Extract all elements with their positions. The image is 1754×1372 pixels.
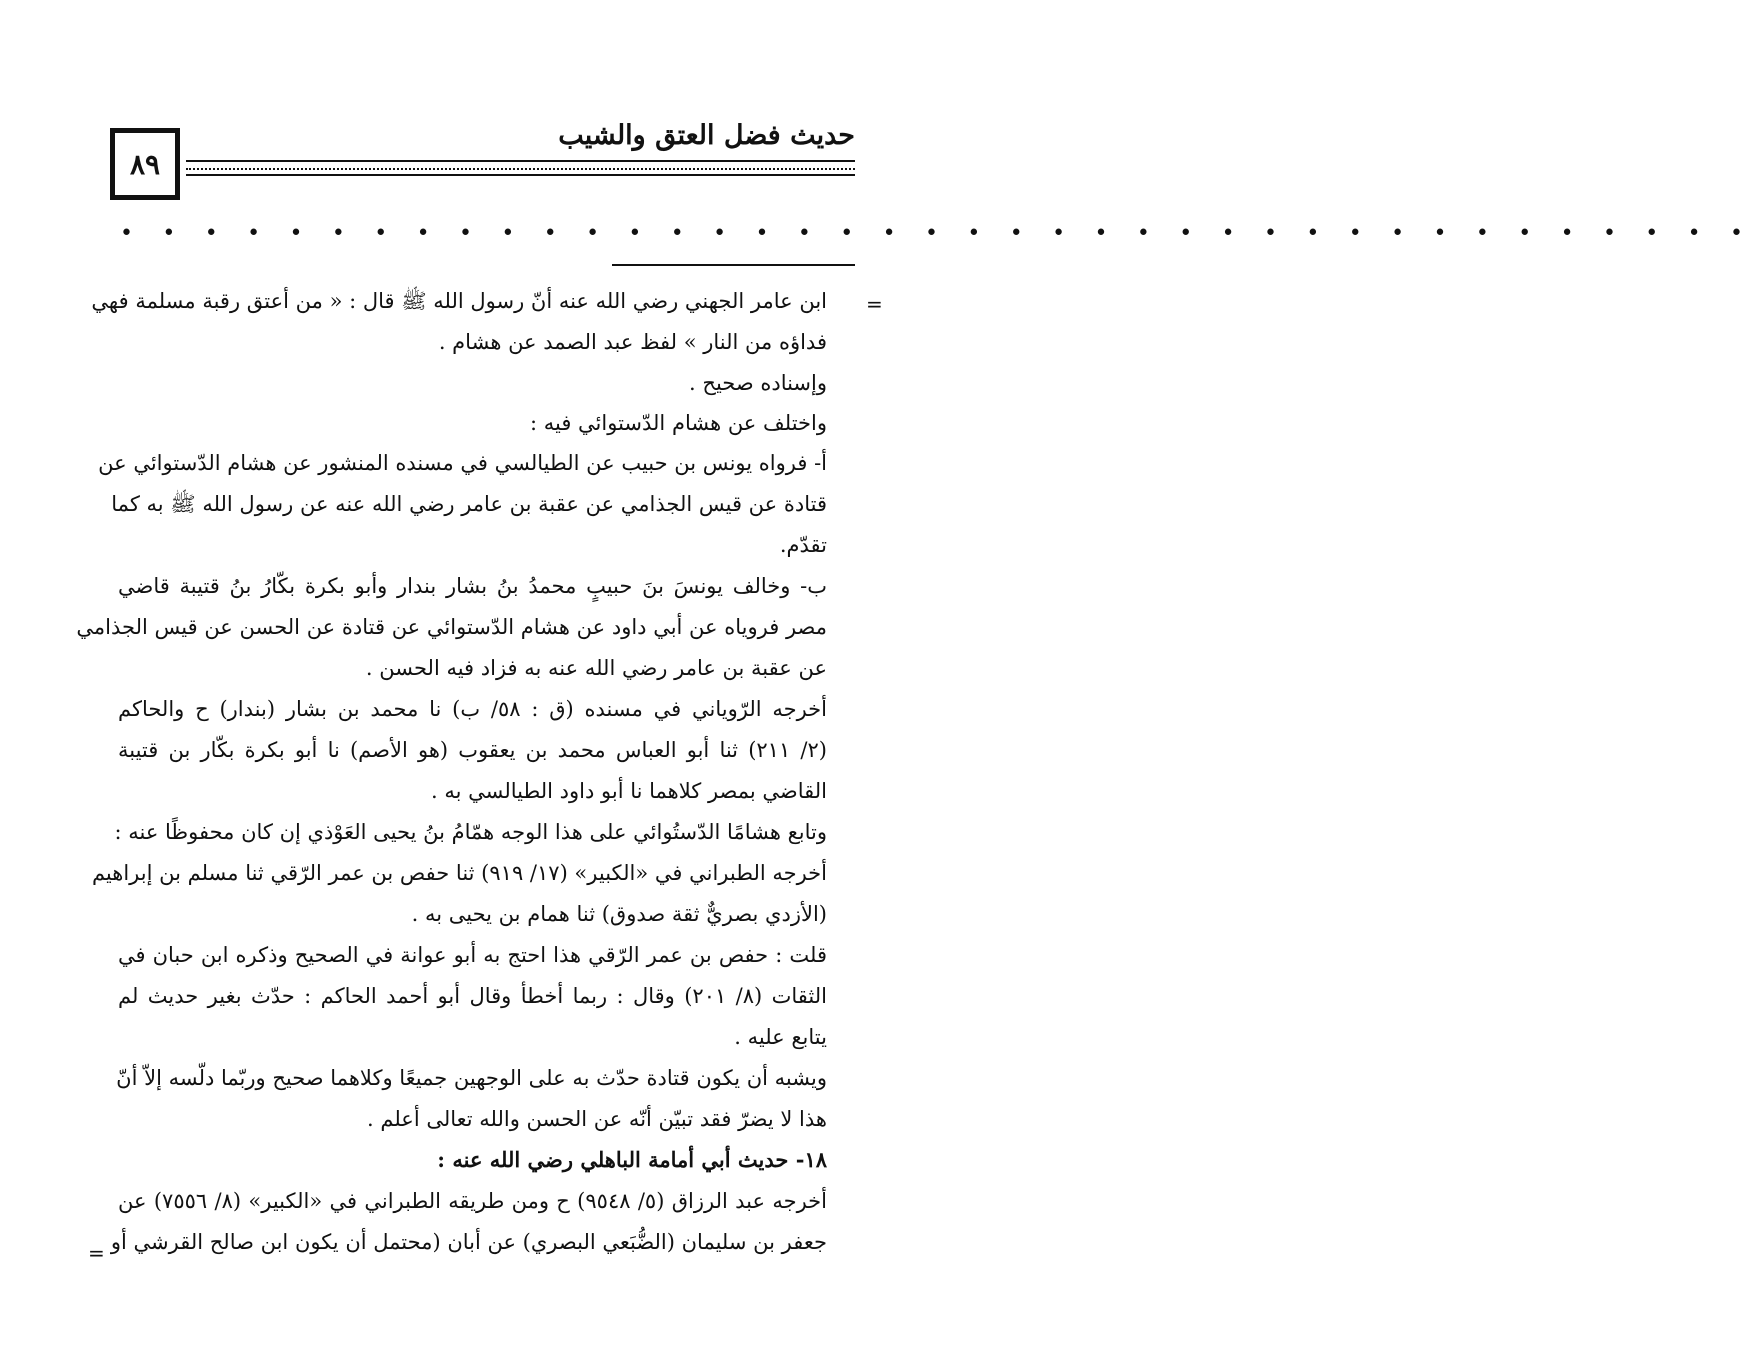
text-line: الثقات (٨/ ٢٠١) وقال : ربما أخطأ وقال أبو أحمد الحاكم : حدّث بغير حديث لم [118, 984, 827, 1008]
continuation-mark-top: = [866, 292, 883, 316]
page-number-box [110, 128, 180, 200]
page-number: ٨٩ [129, 147, 161, 181]
header-rule-bottom [186, 174, 855, 176]
text-line: القاضي بمصر كلاهما نا أبو داود الطيالسي به . [431, 779, 827, 803]
text-line: مصر فروياه عن أبي داود عن هشام الدّستوائي عن قتادة عن الحسن عن قيس الجذامي [76, 615, 827, 639]
text-line: أخرجه الطبراني في «الكبير» (١٧/ ٩١٩) ثنا حفص بن عمر الرّقي ثنا مسلم بن إبراهيم [91, 861, 827, 885]
text-line: أ- فرواه يونس بن حبيب عن الطيالسي في مسنده المنشور عن هشام الدّستوائي عن [98, 451, 827, 475]
continuation-mark-bottom: = [88, 1241, 105, 1265]
section-heading: ١٨- حديث أبي أمامة الباهلي رضي الله عنه : [437, 1147, 827, 1172]
text-line: (٢/ ٢١١) ثنا أبو العباس محمد بن يعقوب (هو الأصم) نا أبو بكرة بكّار بن قتيبة [118, 738, 827, 762]
text-line: ب- وخالف يونسَ بنَ حبيبٍ محمدُ بنُ بشار بندار وأبو بكرة بكّارُ بنُ قتيبة قاضي [118, 574, 827, 598]
text-line: وإسناده صحيح . [689, 371, 827, 395]
footnote-rule [612, 264, 855, 266]
text-line: أخرجه عبد الرزاق (٥/ ٩٥٤٨) ح ومن طريقه الطبراني في «الكبير» (٨/ ٧٥٥٦) عن [118, 1189, 827, 1213]
text-line: وتابع هشامًا الدّستُوائي على هذا الوجه همّامُ بنُ يحيى العَوْذي إن كان محفوظًا عنه : [114, 820, 827, 844]
text-line: قلت : حفص بن عمر الرّقي هذا احتج به أبو عوانة في الصحيح وذكره ابن حبان في [118, 943, 827, 967]
text-line: عن عقبة بن عامر رضي الله عنه به فزاد فيه الحسن . [365, 656, 827, 680]
text-line: هذا لا يضرّ فقد تبيّن أنّه عن الحسن والله تعالى أعلم . [367, 1107, 827, 1131]
text-line: (الأزدي بصريٌّ ثقة صدوق) ثنا همام بن يحيى به . [411, 902, 827, 926]
text-line: أخرجه الرّوياني في مسنده (ق : ٥٨/ ب) نا محمد بن بشار (بندار) ح والحاكم [118, 697, 827, 721]
text-line: قتادة عن قيس الجذامي عن عقبة بن عامر رضي الله عنه عن رسول الله ﷺ به كما [111, 492, 827, 516]
text-line: يتابع عليه . [734, 1025, 827, 1049]
dotted-separator: • • • • • • • • • • • • • • • • • • • • • • • • • • • • • • • • • • • • • • • [120, 221, 1754, 246]
header-rule-top [186, 160, 855, 162]
text-line: تقدّم. [779, 533, 827, 557]
text-line: ويشبه أن يكون قتادة حدّث به على الوجهين جميعًا وكلاهما صحيح وربّما دلّسه إلاّ أنّ [116, 1066, 827, 1090]
header-rule-middle [186, 168, 855, 170]
text-line: جعفر بن سليمان (الضُّبَعي البصري) عن أبان (محتمل أن يكون ابن صالح القرشي أو [110, 1230, 827, 1254]
running-header-title: حديث فضل العتق والشيب [558, 120, 855, 151]
text-line: ابن عامر الجهني رضي الله عنه أنّ رسول الله ﷺ قال : « من أعتق رقبة مسلمة فهي [91, 289, 827, 313]
text-line: واختلف عن هشام الدّستوائي فيه : [529, 411, 827, 435]
text-line: فداؤه من النار » لفظ عبد الصمد عن هشام . [438, 330, 827, 354]
